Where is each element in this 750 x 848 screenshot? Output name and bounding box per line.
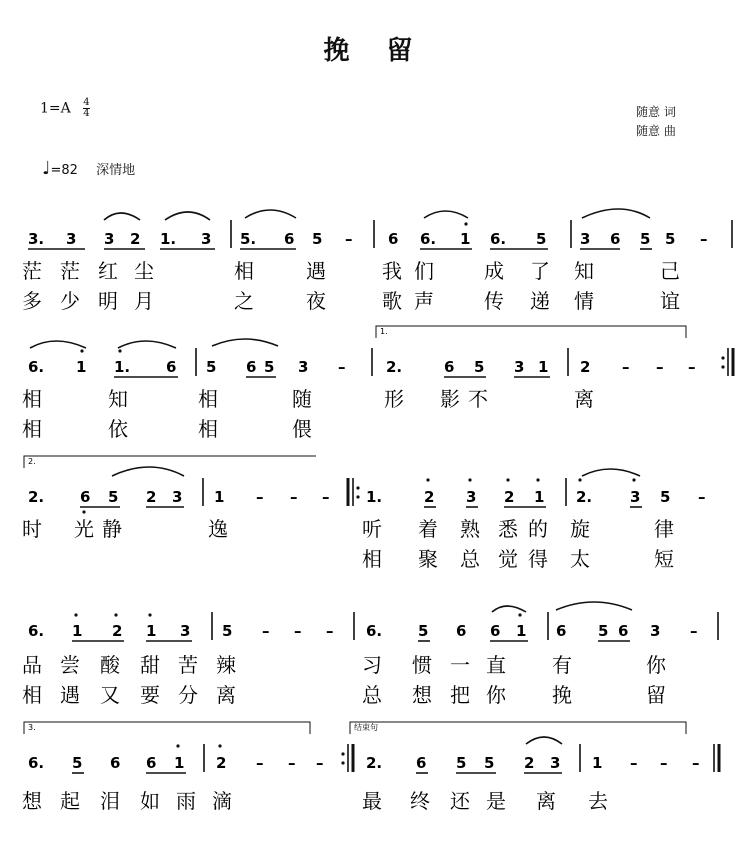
system-4 xyxy=(0,590,750,710)
note: – xyxy=(262,622,270,640)
time-signature xyxy=(83,98,89,119)
system-4-svg xyxy=(0,590,750,710)
lyric: 传 xyxy=(484,289,504,313)
tempo-value: =82 xyxy=(50,163,78,178)
note: 6 xyxy=(80,488,91,506)
system-1 xyxy=(0,200,750,320)
lyric: 相 xyxy=(362,547,382,571)
note: 3. xyxy=(28,230,45,248)
note: 2 xyxy=(424,488,435,506)
note: 1 xyxy=(214,488,225,506)
note: 5 xyxy=(640,230,651,248)
note: 3 xyxy=(580,230,591,248)
lyric: 知 xyxy=(108,387,128,411)
note: – xyxy=(316,754,324,772)
lyric: 歌 xyxy=(382,289,402,313)
note: 3 xyxy=(172,488,183,506)
lyric: 不 xyxy=(468,387,488,411)
lyric: 分 xyxy=(178,683,198,707)
quarter-note-icon: ♩ xyxy=(42,158,51,179)
note: – xyxy=(290,488,298,506)
note: – xyxy=(622,358,630,376)
note: 5 xyxy=(665,230,676,248)
lyric: 悉 xyxy=(498,517,518,541)
note: – xyxy=(288,754,296,772)
lyric: 挽 xyxy=(552,683,572,707)
note: 1 xyxy=(460,230,471,248)
lyric: 最 xyxy=(362,789,382,813)
lyric: 留 xyxy=(646,683,666,707)
note: 1. xyxy=(114,358,131,376)
lyric: 相 xyxy=(234,259,254,283)
note: 1 xyxy=(592,754,603,772)
note: 5. xyxy=(240,230,257,248)
time-denominator: 4 xyxy=(83,108,90,119)
lyric: 你 xyxy=(646,653,666,677)
note: 5 xyxy=(456,754,467,772)
note: – xyxy=(698,488,706,506)
note: – xyxy=(338,358,346,376)
lyric: 红 xyxy=(98,259,118,283)
note: 5 xyxy=(660,488,671,506)
lyric: 又 xyxy=(100,683,120,707)
note: 2. xyxy=(576,488,593,506)
lyric: 是 xyxy=(486,789,506,813)
lyric: 声 xyxy=(414,289,434,313)
system-2 xyxy=(0,320,750,440)
lyricist-credit: 随意 词 xyxy=(636,105,676,119)
note: 6 xyxy=(284,230,295,248)
lyric: 知 xyxy=(574,259,594,283)
note: 3 xyxy=(514,358,525,376)
lyric: 旋 xyxy=(570,517,590,541)
system-5 xyxy=(0,716,750,826)
lyric: 起 xyxy=(60,789,80,813)
lyric: 直 xyxy=(486,653,506,677)
lyric: 终 xyxy=(410,789,430,813)
lyric: 月 xyxy=(134,289,154,313)
lyric: 情 xyxy=(574,289,594,313)
lyric: 相 xyxy=(22,387,42,411)
note: 6. xyxy=(28,358,45,376)
note: 1 xyxy=(76,358,87,376)
note: 6 xyxy=(490,622,501,640)
note: 3 xyxy=(180,622,191,640)
note: – xyxy=(345,230,353,248)
note: 2. xyxy=(366,754,383,772)
lyric: 静 xyxy=(102,517,122,541)
lyric: 成 xyxy=(484,259,504,283)
tempo-marking xyxy=(42,158,135,179)
lyric: 律 xyxy=(654,517,674,541)
lyric: 滴 xyxy=(212,789,232,813)
lyric: 遇 xyxy=(306,259,326,283)
note: – xyxy=(326,622,334,640)
lyric: 递 xyxy=(530,289,550,313)
note: 5 xyxy=(206,358,217,376)
note: – xyxy=(256,754,264,772)
note: 1 xyxy=(174,754,185,772)
note: 5 xyxy=(312,230,323,248)
note: 2 xyxy=(216,754,227,772)
lyric: 时 xyxy=(22,517,42,541)
note: – xyxy=(630,754,638,772)
lyric: 随 xyxy=(292,387,312,411)
note: – xyxy=(692,754,700,772)
note: 6 xyxy=(246,358,257,376)
note: 5 xyxy=(222,622,233,640)
note: 2 xyxy=(524,754,535,772)
ending-label: 结束句 xyxy=(354,723,378,732)
note: 5 xyxy=(108,488,119,506)
note: 6 xyxy=(146,754,157,772)
lyric: 酸 xyxy=(100,653,120,677)
lyric: 品 xyxy=(22,653,42,677)
lyric: 离 xyxy=(536,789,556,813)
note: – xyxy=(322,488,330,506)
note: 5 xyxy=(418,622,429,640)
system-3 xyxy=(0,450,750,580)
lyric: 还 xyxy=(450,789,470,813)
lyric: 要 xyxy=(140,683,160,707)
note: 1 xyxy=(516,622,527,640)
lyric: 泪 xyxy=(100,789,120,813)
note: 2 xyxy=(112,622,123,640)
lyric: 有 xyxy=(552,653,572,677)
note: – xyxy=(688,358,696,376)
lyric: 雨 xyxy=(176,789,196,813)
lyric: 之 xyxy=(234,289,254,313)
volta-third-label: 3. xyxy=(28,723,36,732)
note: 1 xyxy=(534,488,545,506)
lyric: 谊 xyxy=(660,289,680,313)
note: 6. xyxy=(28,622,45,640)
note: 1 xyxy=(146,622,157,640)
lyric: 短 xyxy=(654,547,674,571)
note: 5 xyxy=(474,358,485,376)
lyric: 觉 xyxy=(498,547,518,571)
system-5-svg xyxy=(0,716,750,826)
lyric: 想 xyxy=(412,683,432,707)
lyric: 惯 xyxy=(412,653,432,677)
lyric: 去 xyxy=(588,789,608,813)
note: 5 xyxy=(484,754,495,772)
lyric: 茫 xyxy=(22,259,42,283)
note: 3 xyxy=(466,488,477,506)
lyric: 离 xyxy=(574,387,594,411)
song-title: 挽 留 xyxy=(323,36,427,66)
note: 6. xyxy=(420,230,437,248)
lyric: 依 xyxy=(108,417,128,441)
lyric: 甜 xyxy=(140,653,160,677)
note: 3 xyxy=(66,230,77,248)
note: – xyxy=(690,622,698,640)
lyric: 熟 xyxy=(460,517,480,541)
note: 6. xyxy=(28,754,45,772)
note: 1. xyxy=(366,488,383,506)
lyric: 着 xyxy=(418,517,438,541)
note: – xyxy=(660,754,668,772)
time-numerator: 4 xyxy=(83,97,90,108)
note: 1 xyxy=(72,622,83,640)
composer-credit: 随意 曲 xyxy=(636,124,676,138)
lyric: 我 xyxy=(382,259,402,283)
note: 2. xyxy=(28,488,45,506)
lyric: 想 xyxy=(22,789,42,813)
system-2-svg xyxy=(0,320,750,440)
note: 6 xyxy=(610,230,621,248)
note: 3 xyxy=(630,488,641,506)
lyric: 总 xyxy=(460,547,480,571)
note: 6 xyxy=(166,358,177,376)
lyric: 夜 xyxy=(306,289,326,313)
lyric: 总 xyxy=(362,683,382,707)
volta-first-label: 1. xyxy=(380,327,388,336)
note: 6 xyxy=(618,622,629,640)
lyric: 把 xyxy=(450,683,470,707)
mood-text: 深情地 xyxy=(96,163,136,178)
lyric: 离 xyxy=(216,683,236,707)
note: 2. xyxy=(386,358,403,376)
note: 5 xyxy=(264,358,275,376)
key-label: 1=A xyxy=(40,100,71,117)
note: 3 xyxy=(201,230,212,248)
lyric: 茫 xyxy=(60,259,80,283)
note: – xyxy=(656,358,664,376)
lyric: 苦 xyxy=(178,653,198,677)
note: 6 xyxy=(110,754,121,772)
lyric: 偎 xyxy=(292,417,312,441)
lyric: 逸 xyxy=(208,517,228,541)
note: – xyxy=(256,488,264,506)
lyric: 聚 xyxy=(418,547,438,571)
note: 5 xyxy=(536,230,547,248)
lyric: 相 xyxy=(22,683,42,707)
lyric: 影 xyxy=(440,387,460,411)
key-signature xyxy=(40,98,90,119)
lyric: 多 xyxy=(22,289,42,313)
note: 2 xyxy=(146,488,157,506)
volta-second-label: 2. xyxy=(28,457,36,466)
lyric: 太 xyxy=(570,547,590,571)
note: 3 xyxy=(650,622,661,640)
note: 5 xyxy=(598,622,609,640)
note: 5 xyxy=(72,754,83,772)
note: 6. xyxy=(366,622,383,640)
lyric: 听 xyxy=(362,517,382,541)
note: 1 xyxy=(538,358,549,376)
lyric: 相 xyxy=(198,417,218,441)
lyric: 相 xyxy=(22,417,42,441)
lyric: 光 xyxy=(74,517,94,541)
lyric: 得 xyxy=(528,547,548,571)
note: 6. xyxy=(490,230,507,248)
lyric: 一 xyxy=(450,653,470,677)
note: 6 xyxy=(456,622,467,640)
lyric: 辣 xyxy=(216,653,236,677)
lyric: 形 xyxy=(384,387,404,411)
note: 2 xyxy=(130,230,141,248)
lyric: 少 xyxy=(60,289,80,313)
note: 6 xyxy=(444,358,455,376)
lyric: 相 xyxy=(198,387,218,411)
lyric: 尝 xyxy=(60,653,80,677)
lyric: 你 xyxy=(486,683,506,707)
note: 3 xyxy=(550,754,561,772)
system-3-svg xyxy=(0,450,750,580)
note: – xyxy=(700,230,708,248)
lyric: 遇 xyxy=(60,683,80,707)
lyric: 们 xyxy=(414,259,434,283)
note: 2 xyxy=(580,358,591,376)
note: 1. xyxy=(160,230,177,248)
system-1-svg xyxy=(0,200,750,320)
note: 6 xyxy=(416,754,427,772)
note: 3 xyxy=(104,230,115,248)
lyric: 尘 xyxy=(134,259,154,283)
lyric: 如 xyxy=(140,789,160,813)
lyric: 了 xyxy=(530,259,550,283)
note: 6 xyxy=(556,622,567,640)
note: 3 xyxy=(298,358,309,376)
lyric: 的 xyxy=(528,517,548,541)
note: – xyxy=(294,622,302,640)
lyric: 习 xyxy=(362,653,382,677)
note: 2 xyxy=(504,488,515,506)
note: 6 xyxy=(388,230,399,248)
lyric: 己 xyxy=(660,259,680,283)
lyric: 明 xyxy=(98,289,118,313)
